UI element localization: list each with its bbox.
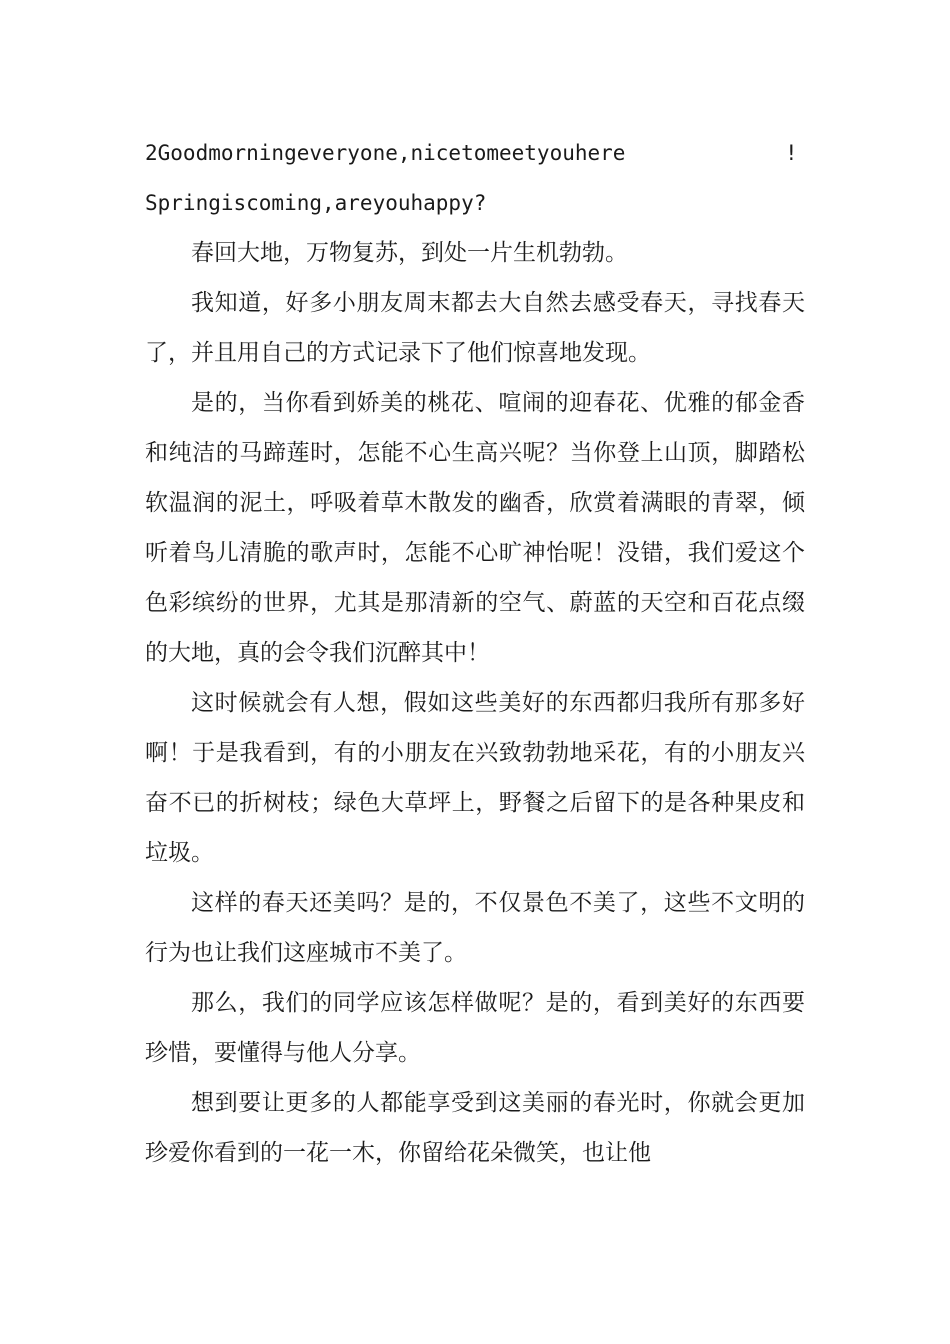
document-body	[145, 128, 805, 1178]
english-greeting-line	[145, 128, 805, 178]
english-greeting-text: 2Goodmorningeveryone,nicetomeetyouhere	[145, 141, 626, 165]
paragraph: 春回大地，万物复苏，到处一片生机勃勃。	[191, 240, 628, 266]
paragraph: 这时候就会有人想，假如这些美好的东西都归我所有那多好啊！于是我看到，有的小朋友在兴致勃勃地采花，有的小朋友兴奋不已的折树枝；绿色大草坪上，野餐之后留下的是各种果皮和垃圾。	[145, 690, 805, 866]
paragraph: 想到要让更多的人都能享受到这美丽的春光时，你就会更加珍爱你看到的一花一木，你留给花朵微笑，也让他	[145, 1090, 805, 1166]
english-greeting-exclamation: !	[785, 141, 798, 165]
paragraph: 这样的春天还美吗？是的，不仅景色不美了，这些不文明的行为也让我们这座城市不美了。	[145, 890, 805, 966]
paragraph: 那么，我们的同学应该怎样做呢？是的，看到美好的东西要珍惜，要懂得与他人分享。	[145, 990, 805, 1066]
paragraph: 是的，当你看到娇美的桃花、喧闹的迎春花、优雅的郁金香和纯洁的马蹄莲时，怎能不心生高兴呢？当你登上山顶，脚踏松软温润的泥土，呼吸着草木散发的幽香，欣赏着满眼的青翠，倾听着鸟儿清脆的歌声时，怎能不心旷神怡呢！没错，我们爱这个色彩缤纷的世界，尤其是那清新的空气、蔚蓝的天空和百花点缀的大地，真的会令我们沉醉其中！	[145, 390, 805, 666]
english-question-line: Springiscoming,areyouhappy?	[145, 191, 487, 215]
paragraph: 我知道，好多小朋友周末都去大自然去感受春天，寻找春天了，并且用自己的方式记录下了他们惊喜地发现。	[145, 290, 805, 366]
